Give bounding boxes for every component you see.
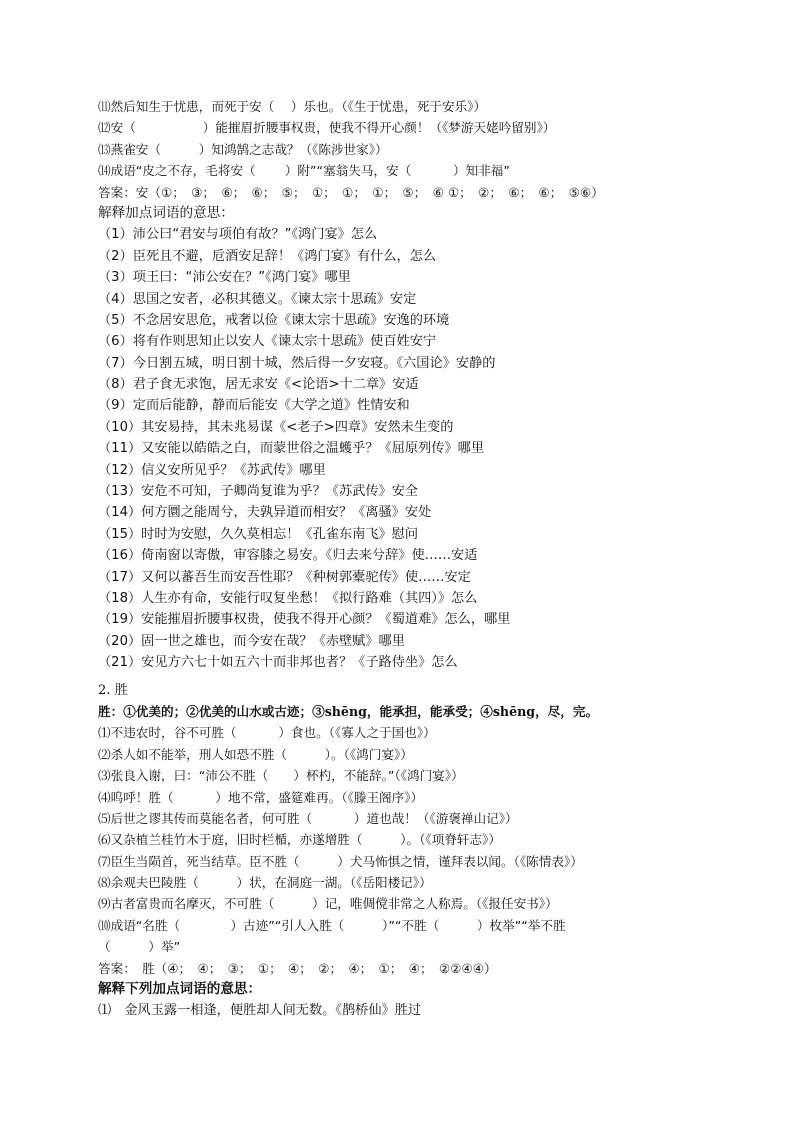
explain-item: （7）今日割五城，明日割十城，然后得一夕安寝。《六国论》安静的 (98, 355, 496, 371)
question-item: ⑴不违农时，谷不可胜（ ）食也。（《寡人之于国也》） (98, 725, 436, 741)
block-an (98, 96, 698, 674)
explain-item: （16）倚南窗以寄傲，审容膝之易安。《归去来兮辞》使……安适 (98, 548, 478, 564)
question-item: ⑽成语“名胜（ ）古迹”“引人入胜（ ）”“不胜（ ）枚举”“举不胜 (98, 917, 566, 933)
explain-item: （6）将有作则思知止以安人《谏太宗十思疏》使百姓安宁 (98, 334, 437, 350)
explain-item: （19）安能摧眉折腰事权贵，使我不得开心颜？《蜀道难》怎么，哪里 (98, 612, 511, 628)
explain-item: （17）又何以蕃吾生而安吾性耶？《种树郭橐驼传》使……安定 (98, 569, 471, 585)
question-item: ⑺臣生当陨首，死当结草。臣不胜（ ）犬马怖惧之情，谨拜表以闻。（《陈情表》） (98, 853, 583, 869)
definition-line: 胜：①优美的；②优美的山水或古迹；③shēng，能承担，能承受；④shēng，尽，完。 (98, 703, 599, 719)
question-item: ⑸后世之谬其传而莫能名者，何可胜（ ）道也哉！（《游褒禅山记》） (98, 810, 518, 826)
explain-item: （20）固一世之雄也，而今安在哉？《赤壁赋》哪里 (98, 633, 405, 649)
explain-heading: 解释加点词语的意思： (98, 204, 234, 221)
question-item: ⑻余观夫巴陵胜（ ）状，在洞庭一湖。（《岳阳楼记》） (98, 875, 432, 891)
question-item: ⒀燕雀安（ ）知鸿鹄之志哉？（《陈涉世家》） (98, 141, 388, 157)
explain-item: （8）君子食无求饱，居无求安《<论语>十二章》安适 (98, 377, 419, 393)
explain-item: （15）时时为安慰，久久莫相忘！《孔雀东南飞》慰问 (98, 526, 419, 542)
explain-item: （21）安见方六七十如五六十而非邦也者？《子路侍坐》怎么 (98, 655, 458, 671)
explain-item: （5）不念居安思危，戒奢以俭《谏太宗十思疏》安逸的环境 (98, 312, 450, 328)
explain-item: （3）项王曰：“沛公安在？”《鸿门宴》哪里 (98, 270, 351, 286)
block-sheng (98, 680, 698, 1022)
question-list (98, 722, 698, 957)
explain-item: （11）又安能以皓皓之白，而蒙世俗之温蠖乎？《屈原列传》哪里 (98, 441, 485, 457)
explain-item: （9）定而后能静，静而后能安《大学之道》性情安和 (98, 398, 410, 414)
explain-item: （4）思国之安者，必积其德义。《谏太宗十思疏》安定 (98, 291, 417, 307)
explain-item: （14）何方圜之能周兮，夫孰异道而相安？《离骚》安处 (98, 505, 432, 521)
explain-item: （18）人生亦有命，安能行叹复坐愁！《拟行路难（其四）》怎么 (98, 590, 478, 606)
explain-item: （1）沛公曰“君安与项伯有故？”《鸿门宴》怎么 (98, 227, 378, 243)
question-item: ⑷呜呼！胜（ ）地不常，盛筵难再。（《滕王阁序》） (98, 789, 424, 805)
section-title: 2. 胜 (98, 682, 128, 698)
question-item: ⑾然后知生于忧患，而死于安（ ）乐也。（《生于忧患，死于安乐》） (98, 99, 487, 114)
explain-item: （10）其安易持，其未兆易谋《<老子>四章》安然未生变的 (98, 419, 454, 435)
explain-item: ⑴ 金风玉露一相逢，便胜却人间无数。《鹊桥仙》胜过 (98, 1003, 422, 1019)
question-item: ⑹又杂植兰桂竹木于庭，旧时栏楯，亦遂增胜（ ）。（《项脊轩志》） (98, 832, 501, 848)
question-item-continued: （ ）举” (98, 939, 181, 955)
answer-line: 答案： 胜（④； ④； ③； ①； ④； ②； ④； ①； ④； ②②④④） (98, 960, 497, 976)
question-item: ⑿安（ ）能摧眉折腰事权贵，使我不得开心颜！（《梦游天姥吟留别》） (98, 120, 556, 136)
explain-item: （2）臣死且不避，卮酒安足辞！《鸿门宴》有什么，怎么 (98, 248, 437, 264)
explain-item: （13）安危不可知，子卿尚复谁为乎？《苏武传》安全 (98, 484, 419, 500)
explain-item: （12）信义安所见乎？《苏武传》哪里 (98, 462, 326, 478)
question-item: ⑵杀人如不能举，刑人如恐不胜（ ）。（《鸿门宴》） (98, 746, 413, 762)
explain-list (98, 224, 698, 673)
explain-heading: 解释下列加点词语的意思： (98, 981, 262, 998)
question-item: ⒁成语“皮之不存，毛将安（ ）附”“塞翁失马，安（ ）知非福” (98, 163, 510, 179)
question-item: ⑶张良入谢，曰：“沛公不胜（ ）杯杓，不能辞。”（《鸿门宴》） (98, 768, 464, 784)
answer-line: 答案：安（①； ③； ⑥； ⑥； ⑤； ①； ①； ①； ⑤； ⑥ ①； ②； ⑥； ⑥； ⑤⑥） (98, 184, 604, 200)
document-page (98, 96, 698, 1022)
question-item: ⑼古者富贵而名摩灭，不可胜（ ）记，唯倜傥非常之人称焉。（《报任安书》） (98, 896, 558, 912)
